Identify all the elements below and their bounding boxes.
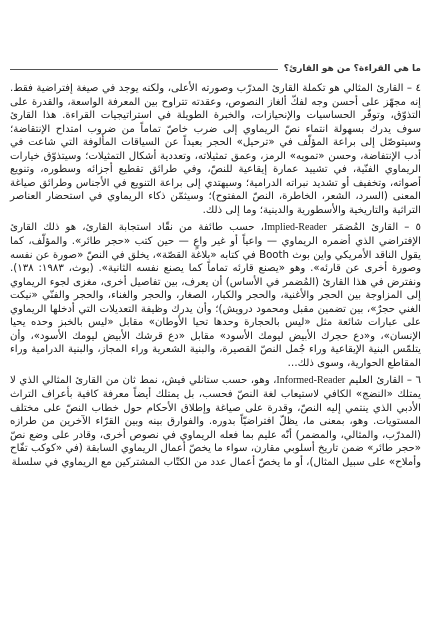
header-rule: [10, 69, 278, 70]
paragraph-6: [10, 374, 421, 469]
paragraph-6-body: ، وهو، حسب ستانلي فيش، نمط ثان من القارئ المثالي الذي لا يمتلك «النضج» الكافي لاستيعاب لغة النصّ فحسب، بل يمتلك أيضاً معرفة كافية بأعراف التراث الأدبي الذي ينتمي إليه النصّ، وقدرة على صياغة وإطلاق الأحكام حول خطاب النصّ على مختلف المستويات. وهو، بمعنى ما، يظلّ افتراضيّاً بدوره. والفوارق بينه وبين القرّاء الآخرين من طرازه (المدرّب، والمثالي، والمضمر) أنّه عليم بما فعله الريماوي في نصوص أخرى، وقادر على وضع نصّ «حجر طائر» ضمن تاريخ أسلوبي مقارن، سواء ما يخصّ أعمال الريماوي السابقة (في «كوكب تفّاح وأملاح» على سبيل المثال)، أو ما يخصّ أعمال عدد من الكتّاب المشتركين مع الريماوي في سلسلة: [10, 375, 421, 468]
paragraph-5-body: ، حسب طائفة من نقّاد استجابة القارئ، هو ذلك القارئ الإفتراضي الذي أضمره الريماوي — واعياً أو غير واعٍ — حين كتب «حجر طائر». والمؤلّف، كما يقول الناقد الأمريكي واين بوث Booth في كتابه «بلاغة القصّة»، يخلق في النصّ «صورة عن نفسه وصورة أخرى عن قارئه». وهو «يصنع قارئه تماماً كما يصنع نفسه الثانية». (بوث، ١٩٨٣: ١٣٨). ونفترض في هذا القارئ (المُضمر في الأساس) أن يعرف، بين تفاصيل أخرى، مغزى لجوء الريماوي إلى المزاوجة بين الحجر والأغنية، والحجر والكبار، الصغار، والحجر والغناء، والحجر والفنّي «نيكت الغني حجرٌ»، بين تضمين مقبل ومحمود درويش)؛ وأن يدرك وظيفة التعديلات التي أدخلها الريماوي على عبارات شائعة مثل «ليس بالحجارة وحدها تحيا الأوطان» مقابل «ليس بالخبز وحده يحيا الإنسان»، و«دع حجرك الأبيض ليومك الأسود» مقابل «دع قرشك الأبيض ليومك الأسود»، وأن يتلمّس البنية الإيقاعية وراء جُمل النصّ القصيرة، والبنية الشعرية وراء المجاز، والبنية الدرامية وراء المقاطع الحوارية، وسوى ذلك…: [10, 222, 422, 369]
body-text: [10, 82, 421, 469]
running-header: [10, 62, 421, 76]
implied-reader-term: Implied-Reader: [263, 222, 327, 234]
paragraph-5-lead: ٥ – القارئ المُضمَر: [326, 222, 421, 234]
paragraph-6-lead: ٦ – القارئ العليم: [345, 375, 421, 387]
running-header-title: ما هي القراءة؟ من هو القارئ؟: [283, 64, 421, 74]
paragraph-5: [10, 221, 421, 370]
informed-reader-term: Informed-Reader: [276, 375, 346, 387]
paragraph-4: ٤ – القارئ المثالي هو تكملة القارئ المدرّب وصورته الأعلى، ولكنه يوجد في صيغة إفتراضية فقط. إنه مجهّز على أحسن وجه لفكّ ألغاز النصوص، وعقدته تتراوح بين المعرفة الواسعة، والقدرة على التذوّق، وتوفّر الحساسيات والإنحيازات، والخبرة الطويلة في استراتيجيات القراءة. هذا القارئ سوف يدرك بسهولة انتماء نصّ الريماوي إلى ضرب خاصّ تماماً من ضروب امتداح الإنتقاضة؛ وسيتوصّل إلى براعة المؤلّف في «ترحيل» الحجر بعيداً عن السياقات المألوفة التي شاعت في أدب الإنتفاضة، وحسن «تمويه» الرمز، وعمق تمثيلاته، وتعددية أشكال التمثيلات؛ وسيتذوّق خيارات الريماوي الفنّية، في تشييد عمارة إيقاعية للنصّ، وفي طرائق تقطيع أجزائه وسطوره، وتنويع أصواته، وتخفيف أو تشديد نبراته الدرامية؛ وسيهتدي إلى براعة التنويع في الأجناس وطرائق صياغة المعنى (السرد، الشعر، الخاطرة، النصّ المفتوح)؛ وسيثمّن ذكاء الريماوي في استحضار العناصر التراثية والتاريخية والأسطورية والدينية؛ وما إلى ذلك.: [10, 83, 421, 216]
